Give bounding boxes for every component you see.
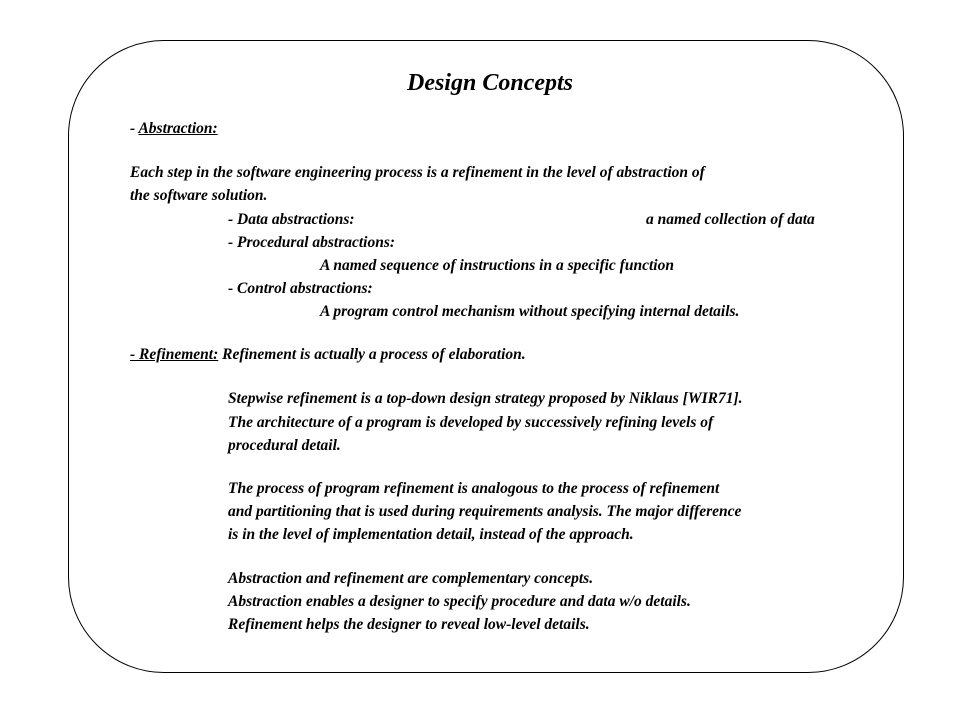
refinement-para3-line-3: Refinement helps the designer to reveal low-level details. (228, 616, 590, 633)
data-abstractions-label: - Data abstractions: (228, 211, 355, 228)
data-abstractions-desc: a named collection of data (646, 211, 815, 228)
abstraction-intro-line-2: the software solution. (130, 187, 268, 204)
refinement-para1-line-1: Stepwise refinement is a top-down design strategy proposed by Niklaus [WIR71]. (228, 390, 743, 407)
refinement-heading-line (130, 345, 526, 365)
refinement-para3-line-2: Abstraction enables a designer to specify procedure and data w/o details. (228, 593, 691, 610)
refinement-para3-line-1: Abstraction and refinement are complementary concepts. (228, 570, 594, 587)
abstraction-dash: - (130, 120, 139, 137)
refinement-para2-line-1: The process of program refinement is analogous to the process of refinement (228, 480, 720, 497)
data-abstractions-line (228, 210, 828, 230)
refinement-para1-line-3: procedural detail. (228, 437, 341, 454)
refinement-heading: - Refinement: (130, 346, 219, 363)
control-abstractions-desc: A program control mechanism without specifying internal details. (320, 303, 740, 320)
refinement-para2-line-3: is in the level of implementation detail, instead of the approach. (228, 526, 634, 543)
control-abstractions-label: - Control abstractions: (228, 280, 373, 297)
refinement-para1-line-2: The architecture of a program is developed by successively refining levels of (228, 414, 714, 431)
procedural-abstractions-label: - Procedural abstractions: (228, 234, 396, 251)
abstraction-heading: Abstraction: (138, 120, 218, 137)
procedural-abstractions-desc: A named sequence of instructions in a specific function (320, 257, 674, 274)
refinement-para2-line-2: and partitioning that is used during requirements analysis. The major difference (228, 503, 742, 520)
abstraction-intro-line-1: Each step in the software engineering process is a refinement in the level of abstraction of (130, 164, 705, 181)
abstraction-heading-line (130, 119, 218, 139)
slide-title: Design Concepts (406, 70, 573, 96)
refinement-definition: Refinement is actually a process of elaboration. (218, 346, 526, 363)
